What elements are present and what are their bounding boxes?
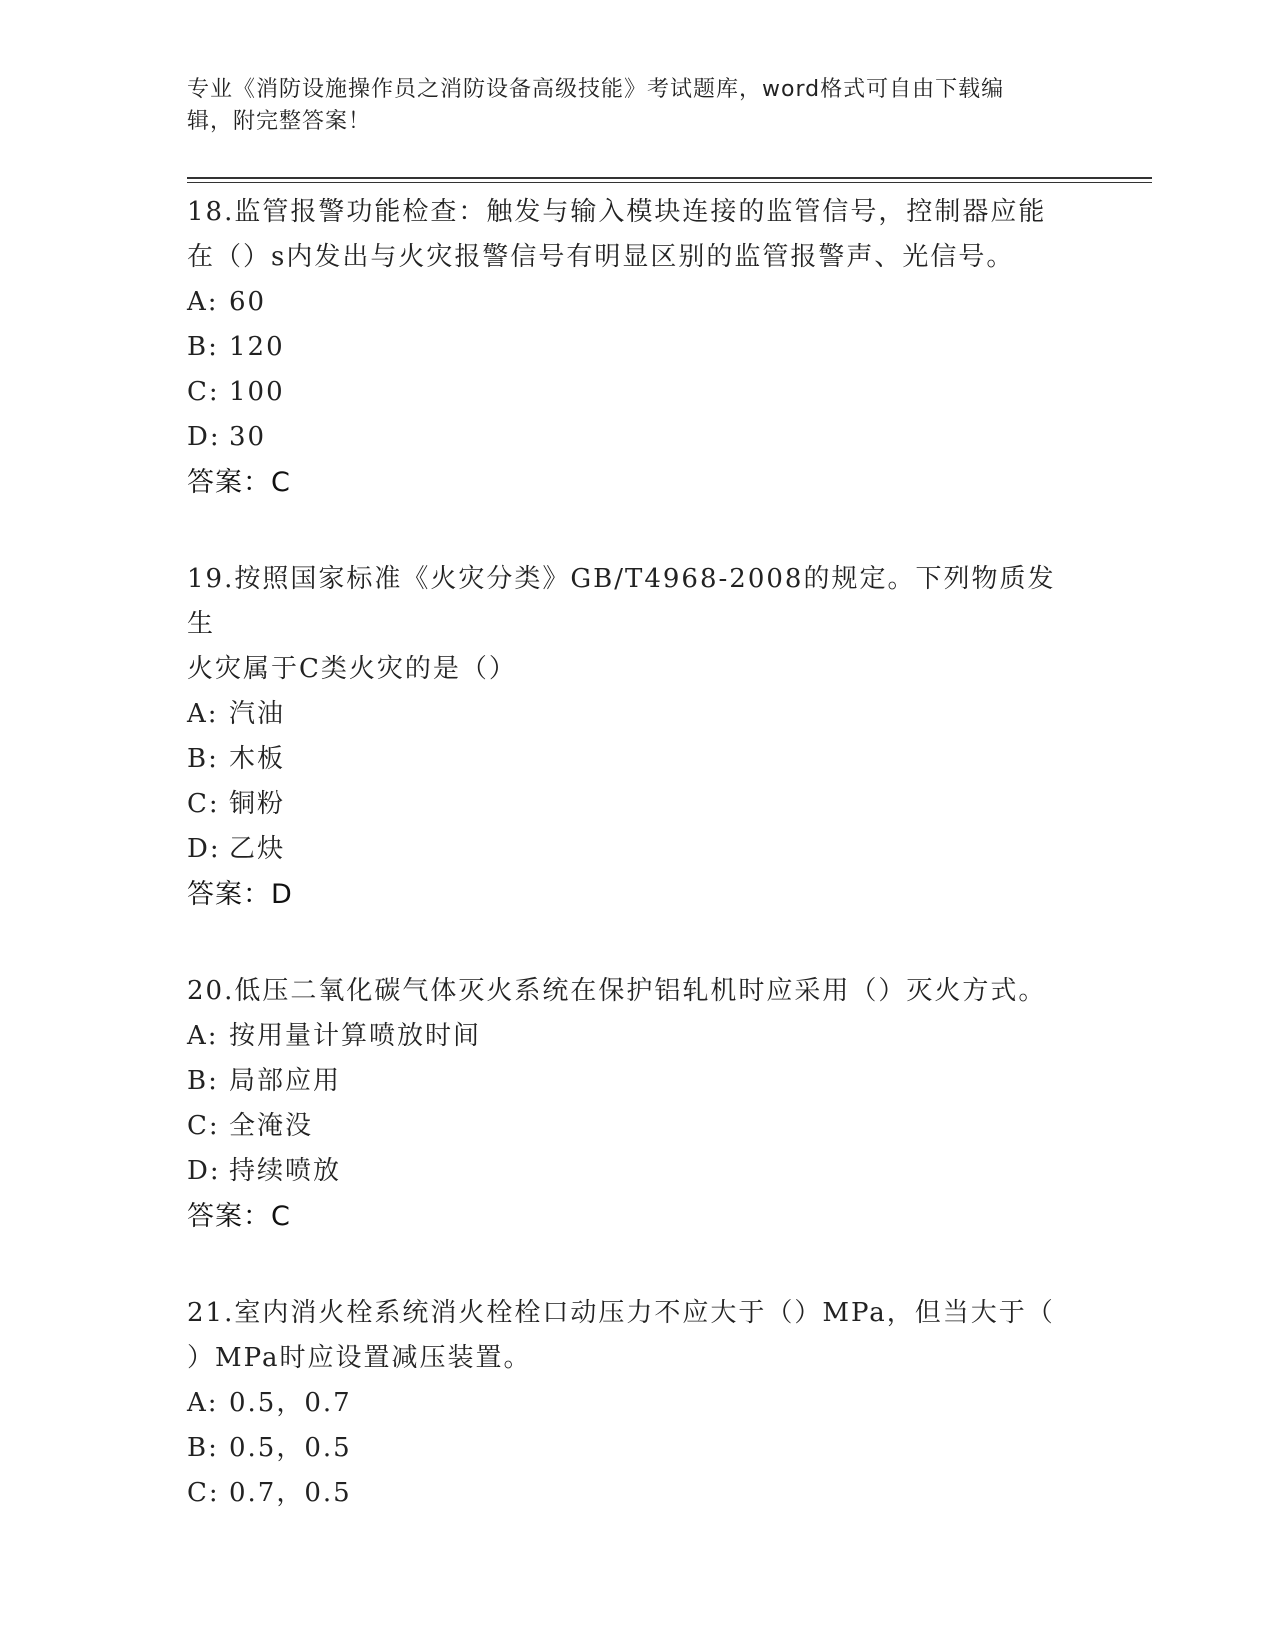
option-a: [187, 692, 1087, 737]
option-key: C:: [187, 1111, 220, 1141]
option-key: B:: [187, 1066, 219, 1096]
header-divider-thick: [187, 177, 1152, 179]
option-a: [187, 280, 1087, 325]
option-b: [187, 325, 1087, 370]
option-a: [187, 1381, 1087, 1426]
option-c: [187, 782, 1087, 827]
option-key: A:: [187, 1021, 219, 1051]
question-21: [187, 1291, 1087, 1516]
option-c: [187, 1104, 1087, 1149]
option-c: [187, 370, 1087, 415]
option-d: [187, 415, 1087, 460]
option-value: 30: [229, 422, 267, 452]
question-20: [187, 969, 1087, 1239]
option-value: 铜粉: [229, 789, 286, 819]
header-line-2: 辑，附完整答案！: [187, 109, 372, 134]
option-key: A:: [187, 287, 219, 317]
option-value: 汽油: [229, 699, 286, 729]
option-value: 0.5，0.7: [229, 1388, 352, 1418]
option-key: B:: [187, 1433, 219, 1463]
option-key: B:: [187, 332, 219, 362]
option-d: [187, 827, 1087, 872]
option-value: 0.7，0.5: [229, 1478, 352, 1508]
option-value: 0.5，0.5: [229, 1433, 352, 1463]
header-line-1: 专业《消防设施操作员之消防设备高级技能》考试题库，word格式可自由下载编: [187, 77, 1005, 102]
answer-line: 答案：C: [187, 1201, 291, 1232]
option-value: 60: [229, 287, 267, 317]
document-header: [187, 74, 1067, 138]
option-b: [187, 737, 1087, 782]
question-text-line: 火灾属于C类火灾的是（）: [187, 654, 517, 684]
question-text-line: 20.低压二氧化碳气体灭火系统在保护铝轧机时应采用（）灭火方式。: [187, 976, 1047, 1006]
question-18: [187, 190, 1087, 505]
option-c: [187, 1471, 1087, 1516]
question-text-line: 21.室内消火栓系统消火栓栓口动压力不应大于（）MPa，但当大于（: [187, 1298, 1055, 1328]
question-19: [187, 557, 1087, 917]
option-key: D:: [187, 834, 221, 864]
option-b: [187, 1059, 1087, 1104]
question-text: [187, 1291, 1067, 1381]
option-key: D:: [187, 422, 221, 452]
option-key: C:: [187, 1478, 220, 1508]
question-text: [187, 969, 1067, 1014]
question-text: [187, 190, 1067, 280]
option-value: 120: [229, 332, 285, 362]
option-value: 持续喷放: [229, 1156, 342, 1186]
option-key: B:: [187, 744, 219, 774]
option-a: [187, 1014, 1087, 1059]
question-text: [187, 557, 1067, 692]
option-key: C:: [187, 377, 220, 407]
option-key: C:: [187, 789, 220, 819]
option-value: 按用量计算喷放时间: [229, 1021, 482, 1051]
option-value: 100: [229, 377, 285, 407]
option-key: A:: [187, 699, 219, 729]
option-value: 乙炔: [229, 834, 286, 864]
question-text-line: 19.按照国家标准《火灾分类》GB/T4968-2008的规定。下列物质发生: [187, 564, 1056, 639]
option-d: [187, 1149, 1087, 1194]
question-text-line: ）MPa时应设置减压装置。: [187, 1343, 532, 1373]
question-list: [187, 190, 1087, 1568]
option-value: 局部应用: [229, 1066, 342, 1096]
option-value: 木板: [229, 744, 286, 774]
option-key: A:: [187, 1388, 219, 1418]
question-text-line: 在（）s内发出与火灾报警信号有明显区别的监管报警声、光信号。: [187, 242, 1015, 272]
header-divider-thin: [187, 182, 1152, 183]
answer-line: 答案：C: [187, 467, 291, 498]
option-value: 全淹没: [229, 1111, 314, 1141]
question-text-line: 18.监管报警功能检查：触发与输入模块连接的监管信号，控制器应能: [187, 197, 1047, 227]
answer-line: 答案：D: [187, 879, 293, 910]
option-b: [187, 1426, 1087, 1471]
option-key: D:: [187, 1156, 221, 1186]
